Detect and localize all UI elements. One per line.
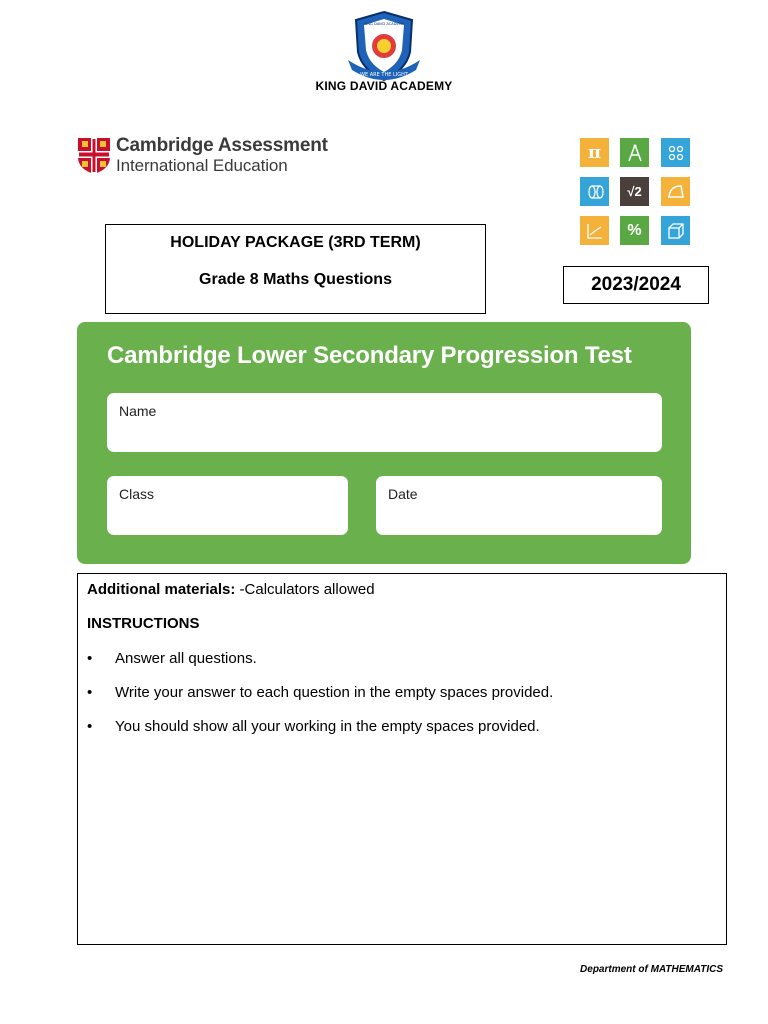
- holiday-package-title: HOLIDAY PACKAGE (3RD TERM): [170, 234, 421, 251]
- instruction-text: Answer all questions.: [115, 650, 257, 667]
- holiday-package-subtitle: Grade 8 Maths Questions: [199, 271, 392, 288]
- instructions-heading: INSTRUCTIONS: [87, 615, 200, 632]
- abacus-icon: [661, 138, 690, 167]
- list-item: [87, 718, 540, 735]
- school-name: KING DAVID ACADEMY: [315, 79, 453, 93]
- footer-department: Department of MATHEMATICS: [580, 964, 723, 975]
- bullet-icon: •: [87, 718, 93, 735]
- square-root-icon: √2: [620, 177, 649, 206]
- pi-icon: π: [580, 138, 609, 167]
- instructions-box: [77, 573, 727, 945]
- date-field[interactable]: [376, 476, 662, 535]
- svg-text:WE ARE THE LIGHT: WE ARE THE LIGHT: [360, 72, 408, 78]
- name-label: Name: [119, 403, 157, 419]
- progression-test-panel: [77, 322, 691, 564]
- name-field[interactable]: [107, 393, 662, 452]
- instruction-text: Write your answer to each question in the empty spaces provided.: [115, 684, 554, 701]
- test-title: Cambridge Lower Secondary Progression Test: [107, 342, 632, 369]
- materials-value: -Calculators allowed: [235, 581, 375, 598]
- percent-icon: %: [620, 216, 649, 245]
- date-label: Date: [388, 486, 418, 502]
- academic-year: 2023/2024: [563, 266, 709, 304]
- cambridge-shield-icon: [77, 137, 111, 175]
- class-field[interactable]: [107, 476, 348, 535]
- cube-icon: [661, 216, 690, 245]
- compass-icon: [620, 138, 649, 167]
- graph-icon: [580, 216, 609, 245]
- list-item: [87, 684, 553, 701]
- materials-label: Additional materials:: [87, 581, 236, 598]
- instruction-text: You should show all your working in the empty spaces provided.: [115, 718, 540, 735]
- bullet-icon: •: [87, 650, 93, 667]
- class-label: Class: [119, 486, 155, 502]
- cylinder-icon: [580, 177, 609, 206]
- bullet-icon: •: [87, 684, 93, 701]
- holiday-package-box: [105, 224, 486, 314]
- school-crest-icon: [346, 10, 422, 82]
- cambridge-logo-line2: International Education: [116, 156, 288, 175]
- list-item: [87, 650, 257, 667]
- protractor-icon: [661, 177, 690, 206]
- svg-text:KING DAVID ACADEMY: KING DAVID ACADEMY: [363, 22, 405, 26]
- cambridge-logo-line1: Cambridge Assessment: [116, 135, 328, 156]
- additional-materials: [87, 581, 375, 598]
